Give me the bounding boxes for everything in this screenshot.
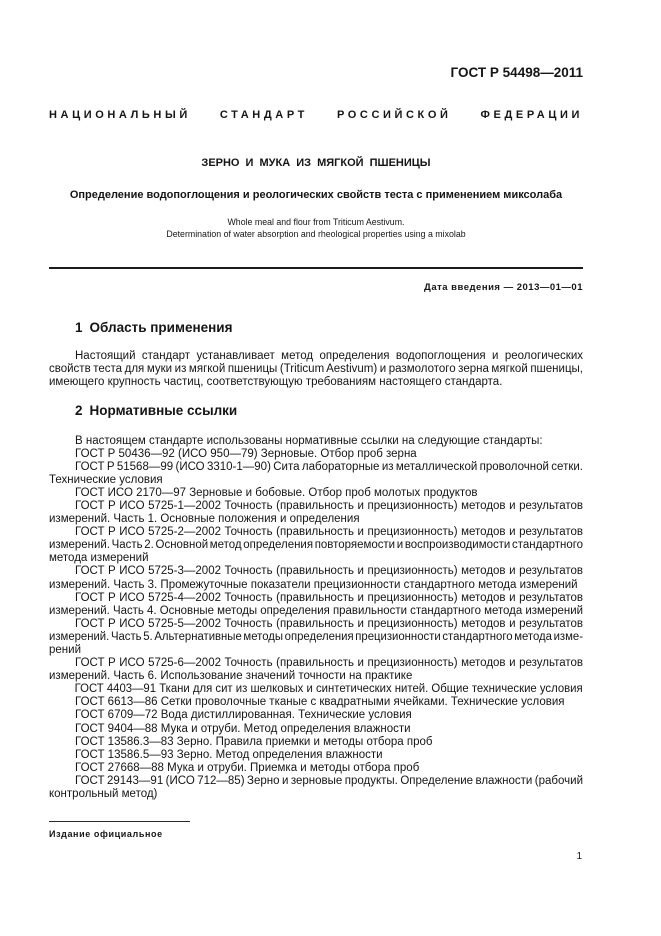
section-title: Нормативные ссылки [89, 403, 238, 418]
english-title [49, 216, 583, 240]
reference-line: ГОСТ 6709—72 Вода дистиллированная. Технические условия [75, 709, 412, 722]
reference-line: ГОСТ Р ИСО 5725-2—2002 Точность (правильность и прецизионность) методов и результатов [75, 526, 583, 539]
reference-line: ГОСТ ИСО 2170—97 Зерновые и бобовые. Отбор проб молотых продуктов [75, 486, 478, 499]
reference-line: ГОСТ Р ИСО 5725-6—2002 Точность (правильность и прецизионность) методов и результатов [75, 657, 583, 670]
document-number: ГОСТ Р 54498—2011 [450, 65, 583, 80]
reference-line: измерений. Часть 4. Основные методы определения правильности стандартного метода измерений [49, 604, 583, 617]
scope-text-line: свойств теста для муки из мягкой пшеницы (Triticum Aestivum) и размолотого зерна мягкой пшеницы, [49, 362, 583, 375]
title-separator-rule [49, 267, 583, 269]
reference-line: ГОСТ Р ИСО 5725-3—2002 Точность (правильность и прецизионность) методов и результатов [75, 565, 583, 578]
section-heading [75, 320, 232, 336]
reference-line: ГОСТ 6613—86 Сетки проволочные тканые с квадратными ячейками. Технические условия [75, 696, 565, 709]
section-number: 2 [75, 403, 83, 418]
reference-line: метода измерений [49, 552, 149, 565]
english-title-line: Determination of water absorption and rheological properties using a mixolab [166, 229, 466, 239]
section-title: Область применения [89, 320, 233, 335]
section-heading [75, 403, 237, 419]
reference-line: измерений. Часть 1. Основные положения и определения [49, 513, 360, 526]
standard-banner: НАЦИОНАЛЬНЫЙ СТАНДАРТ РОССИЙСКОЙ ФЕДЕРАЦИИ [49, 109, 583, 121]
reference-line: измерений. Часть 3. Промежуточные показатели прецизионности стандартного метода измерений [49, 578, 578, 591]
effective-date: Дата введения — 2013—01—01 [424, 282, 583, 293]
reference-line: ГОСТ Р ИСО 5725-4—2002 Точность (правильность и прецизионность) методов и результатов [75, 591, 583, 604]
reference-line: рений [49, 644, 81, 656]
footnote-rule [49, 821, 190, 822]
reference-line: ГОСТ 13586.3—83 Зерно. Правила приемки и методы отбора проб [75, 735, 433, 748]
page-number: 1 [576, 851, 582, 862]
reference-line: ГОСТ 27668—88 Мука и отруби. Приемка и методы отбора проб [75, 761, 420, 774]
reference-line: Технические условия [49, 473, 163, 486]
reference-line: В настоящем стандарте использованы нормативные ссылки на следующие стандарты: [75, 434, 543, 447]
reference-line: ГОСТ Р 51568—99 (ИСО 3310-1—90) Сита лабораторные из металлической проволочной сетки. [75, 460, 583, 473]
reference-line: измерений. Часть 2. Основной метод определения повторяемости и воспроизводимости стандартного [49, 539, 583, 552]
english-title-line: Whole meal and flour from Triticum Aestivum. [227, 217, 405, 227]
document-subtitle: Определение водопоглощения и реологических свойств теста с применением миксолаба [69, 189, 563, 201]
reference-line: измерений. Часть 5. Альтернативные методы определения прецизионности стандартного метода изме- [49, 630, 583, 643]
section-scope-text [49, 350, 583, 389]
reference-line: ГОСТ 13586.5—93 Зерно. Метод определения влажности [75, 748, 383, 761]
section-normative-references [49, 435, 583, 802]
edition-note: Издание официальное [49, 829, 163, 839]
scope-text-line: имеющего крупность частиц, соответствующую требованиям настоящего стандарта. [49, 375, 503, 388]
document-title: ЗЕРНО И МУКА ИЗ МЯГКОЙ ПШЕНИЦЫ [201, 157, 431, 169]
reference-line: ГОСТ Р ИСО 5725-5—2002 Точность (правильность и прецизионность) методов и результатов [75, 617, 583, 630]
scope-text-line: Настоящий стандарт устанавливает метод определения водопоглощения и реологических [75, 349, 583, 362]
reference-line: ГОСТ Р 50436—92 (ИСО 950—79) Зерновые. Отбор проб зерна [75, 447, 417, 460]
reference-line: ГОСТ 29143—91 (ИСО 712—85) Зерно и зерновые продукты. Определение влажности (рабочий [75, 774, 583, 787]
reference-line: контрольный метод) [49, 788, 158, 801]
section-number: 1 [75, 320, 83, 335]
reference-line: измерений. Часть 6. Использование значений точности на практике [49, 670, 413, 683]
reference-line: ГОСТ 4403—91 Ткани для сит из шелковых и синтетических нитей. Общие технические условия [74, 683, 583, 696]
reference-line: ГОСТ 9404—88 Мука и отруби. Метод определения влажности [75, 722, 411, 735]
reference-line: ГОСТ Р ИСО 5725-1—2002 Точность (правильность и прецизионность) методов и результатов [75, 499, 583, 512]
